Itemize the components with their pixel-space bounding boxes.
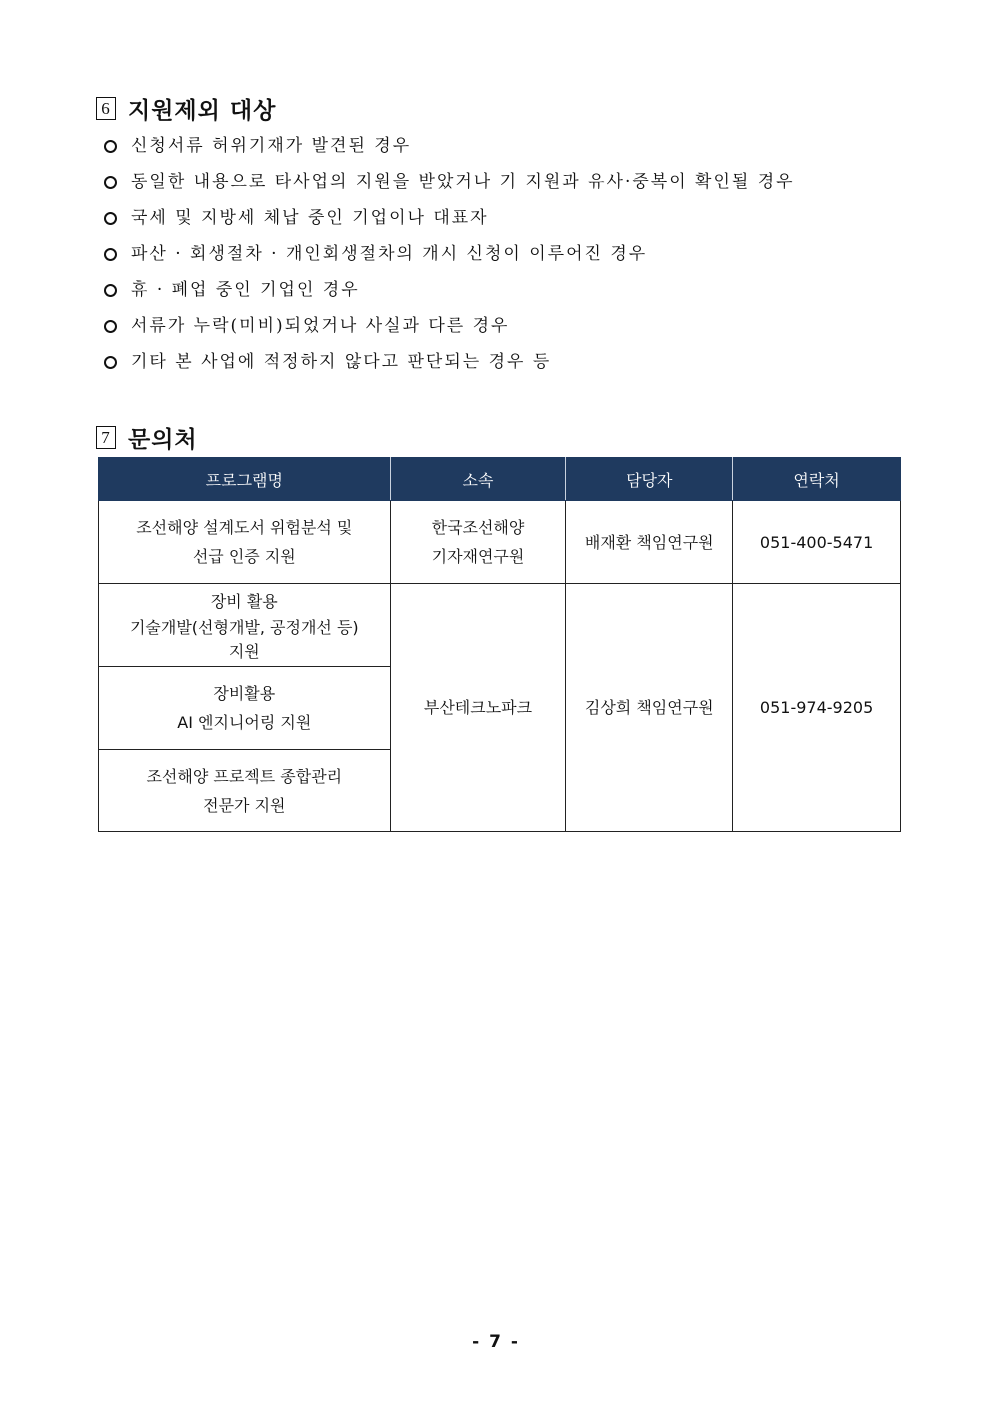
circle-bullet-icon bbox=[104, 284, 117, 297]
org-cell: 한국조선해양 기자재연구원 bbox=[390, 501, 566, 584]
program-cell: 장비활용 AI 엔지니어링 지원 bbox=[99, 667, 391, 750]
exclusion-list bbox=[104, 128, 795, 380]
section-6-title: 지원제외 대상 bbox=[128, 98, 277, 124]
manager-cell: 배재환 책임연구원 bbox=[566, 501, 733, 584]
section-7-heading bbox=[96, 421, 198, 454]
circle-bullet-icon bbox=[104, 140, 117, 153]
header-org: 소속 bbox=[390, 458, 566, 501]
circle-bullet-icon bbox=[104, 212, 117, 225]
manager-cell: 김상희 책임연구원 bbox=[566, 584, 733, 832]
page-number: - 7 - bbox=[472, 1332, 520, 1352]
program-cell: 조선해양 프로젝트 종합관리 전문가 지원 bbox=[99, 750, 391, 832]
list-item: 서류가 누락(미비)되었거나 사실과 다른 경우 bbox=[104, 308, 795, 344]
list-item: 동일한 내용으로 타사업의 지원을 받았거나 기 지원과 유사·중복이 확인될 경우 bbox=[104, 164, 795, 200]
program-cell: 장비 활용 기술개발(선형개발, 공정개선 등) 지원 bbox=[99, 584, 391, 667]
org-cell: 부산테크노파크 bbox=[390, 584, 566, 832]
table-header-row bbox=[99, 458, 901, 501]
section-7-number: 7 bbox=[96, 426, 116, 449]
list-item: 국세 및 지방세 체납 중인 기업이나 대표자 bbox=[104, 200, 795, 236]
section-6-number: 6 bbox=[96, 97, 116, 120]
circle-bullet-icon bbox=[104, 176, 117, 189]
program-cell: 조선해양 설계도서 위험분석 및 선급 인증 지원 bbox=[99, 501, 391, 584]
contact-table bbox=[98, 457, 901, 832]
contact-cell: 051-974-9205 bbox=[733, 584, 901, 832]
circle-bullet-icon bbox=[104, 356, 117, 369]
section-7-title: 문의처 bbox=[128, 427, 198, 453]
list-item: 파산 · 회생절차 · 개인회생절차의 개시 신청이 이루어진 경우 bbox=[104, 236, 795, 272]
list-item: 휴 · 폐업 중인 기업인 경우 bbox=[104, 272, 795, 308]
table-row bbox=[99, 501, 901, 584]
header-program: 프로그램명 bbox=[99, 458, 391, 501]
section-6-heading bbox=[96, 92, 276, 125]
circle-bullet-icon bbox=[104, 320, 117, 333]
contact-cell: 051-400-5471 bbox=[733, 501, 901, 584]
header-manager: 담당자 bbox=[566, 458, 733, 501]
table-row bbox=[99, 584, 901, 667]
circle-bullet-icon bbox=[104, 248, 117, 261]
list-item: 기타 본 사업에 적정하지 않다고 판단되는 경우 등 bbox=[104, 344, 795, 380]
header-contact: 연락처 bbox=[733, 458, 901, 501]
list-item: 신청서류 허위기재가 발견된 경우 bbox=[104, 128, 795, 164]
